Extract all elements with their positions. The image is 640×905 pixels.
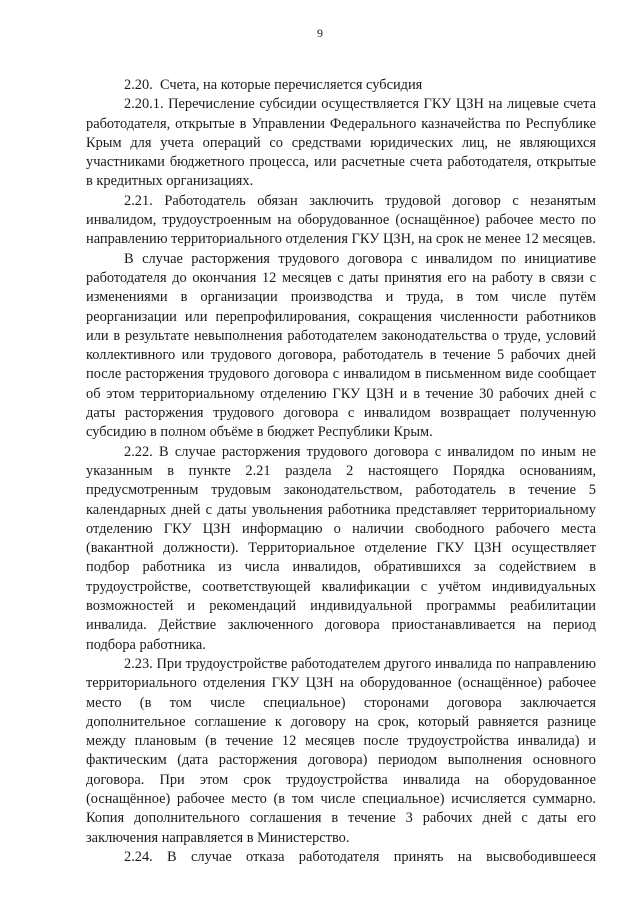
paragraph-2-21: 2.21. Работодатель обязан заключить трудовой договор с незанятым инвалидом, трудоустроенным на оборудованное (оснащённое) рабочее место по направлению территориального отделения ГКУ ЦЗН, на срок не менее 12 месяцев. (86, 192, 596, 248)
paragraph-2-24: 2.24. В случае отказа работодателя принять на высвободившееся (124, 848, 596, 865)
page-number: 9 (317, 26, 323, 40)
document-body (86, 76, 596, 867)
paragraph-2-20-1: 2.20.1. Перечисление субсидии осуществляется ГКУ ЦЗН на лицевые счета работодателя, открытые в Управлении Федерального казначейства по Республике Крым для учета операций со средствами юридических лиц, не являющихся участниками бюджетного процесса, или расчетные счета работодателя, открытые в кредитных организациях. (86, 96, 596, 190)
paragraph-2-20: 2.20. Счета, на которые перечисляется субсидия (124, 77, 423, 93)
paragraph-2-23: 2.23. При трудоустройстве работодателем другого инвалида по направлению территориального отделения ГКУ ЦЗН на оборудованное (оснащённое) рабочее место (в том числе специальное) сторонами договора заключается дополнительное соглашение к договору на срок, который равняется разнице между плановым (в течение 12 месяцев после трудоустройства инвалида) и фактическим (дата расторжения договора) периодом выполнения основного договора. При этом срок трудоустройства инвалида на оборудованное (оснащённое) рабочее место (в том числе специальное) исчисляется суммарно. Копия дополнительного соглашения в течение 3 рабочих дней с даты его заключения направляется в Министерство. (86, 655, 596, 846)
paragraph-2-21-termination: В случае расторжения трудового договора с инвалидом по инициативе работодателя до окончания 12 месяцев с даты принятия его на работу в связи с изменениями в организации производства и труда, в том числе путём реорганизации или перепрофилирования, сокращения численности работников или в результате невыполнения работодателем законодательства о труде, условий коллективного или трудового договора, работодатель в течение 5 рабочих дней после расторжения трудового договора с инвалидом в письменном виде сообщает об этом территориальному отделению ГКУ ЦЗН и в течение 30 рабочих дней с даты расторжения трудового договора с инвалидом возвращает полученную субсидию в полном объёме в бюджет Республики Крым. (86, 250, 596, 441)
paragraph-2-22: 2.22. В случае расторжения трудового договора с инвалидом по иным не указанным в пункте 2.21 раздела 2 настоящего Порядка основаниям, предусмотренным трудовым законодательством, работодатель в течение 5 календарных дней с даты увольнения работника представляет территориальному отделению ГКУ ЦЗН информацию о наличии свободного рабочего места (вакантной должности). Территориальное отделение ГКУ ЦЗН осуществляет подбор работника из числа инвалидов, обратившихся за содействием в трудоустройстве, соответствующей квалификации с учётом индивидуальных возможностей и рекомендаций индивидуальной программы реабилитации инвалида. Действие заключенного договора приостанавливается на период подбора работника. (86, 443, 596, 653)
